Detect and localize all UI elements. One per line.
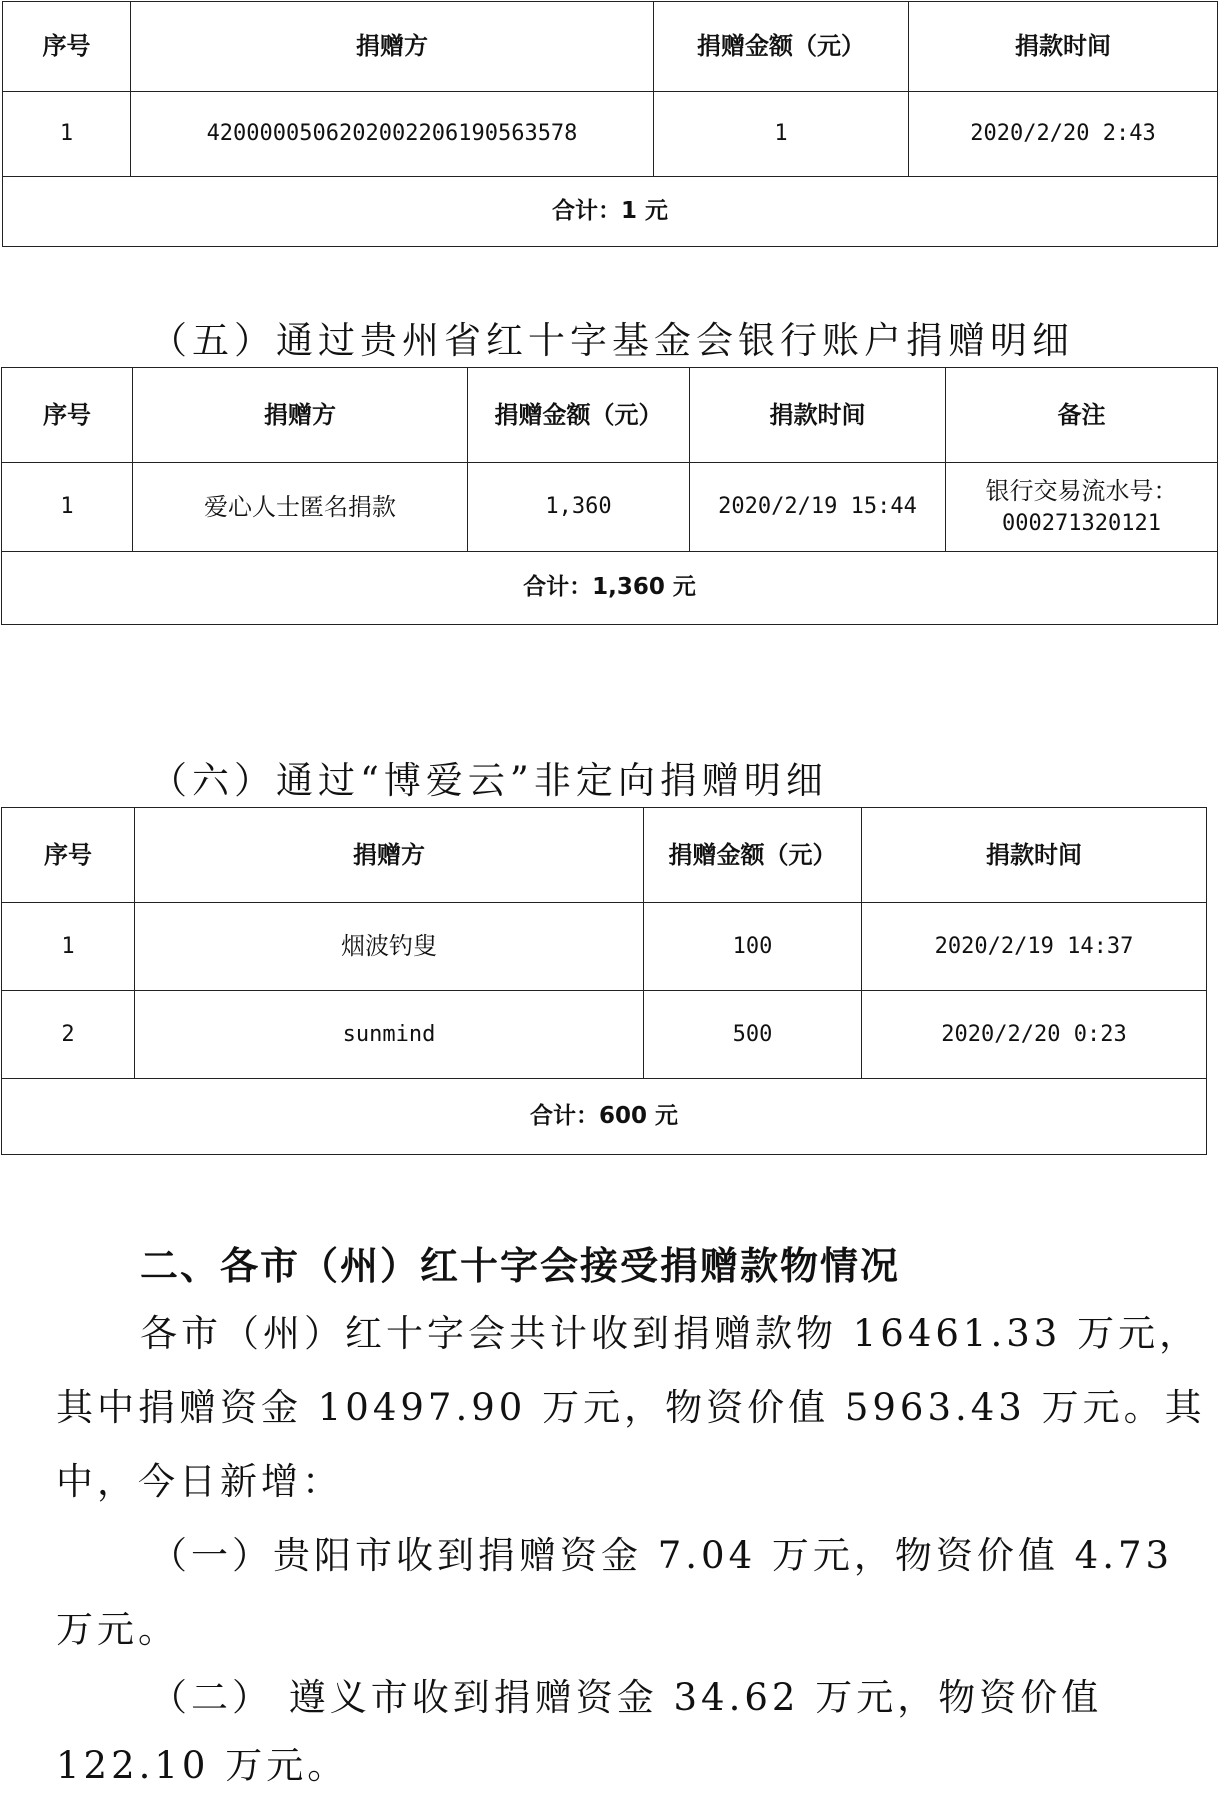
table-total: 合计：600 元 — [2, 1079, 1207, 1155]
list-item-line: 122.10 万元。 — [56, 1744, 349, 1787]
table-header-row — [2, 808, 1207, 903]
cell-donor: 爱心人士匿名捐款 — [133, 463, 468, 552]
table-total-row — [2, 1079, 1207, 1155]
list-item-line: 万元。 — [56, 1608, 179, 1651]
paragraph-line: 各市（州）红十字会共计收到捐赠款物 16461.33 万元， — [140, 1312, 1201, 1355]
header-cell: 捐款时间 — [862, 808, 1207, 903]
table-total-row — [2, 552, 1218, 625]
list-item-line: （二） 遵义市收到捐赠资金 34.62 万元，物资价值 — [150, 1676, 1103, 1719]
cell-amount: 100 — [644, 903, 862, 991]
table-row — [2, 991, 1207, 1079]
list-item-line: （一）贵阳市收到捐赠资金 7.04 万元，物资价值 4.73 — [150, 1534, 1174, 1577]
cell-index: 1 — [2, 463, 133, 552]
cell-index: 1 — [3, 92, 131, 177]
cell-time: 2020/2/19 15:44 — [690, 463, 946, 552]
header-cell: 捐赠方 — [135, 808, 644, 903]
header-cell: 捐款时间 — [909, 2, 1218, 92]
table-row — [3, 92, 1218, 177]
header-cell: 捐赠方 — [131, 2, 654, 92]
header-cell: 序号 — [3, 2, 131, 92]
remark-label: 银行交易流水号： — [985, 476, 1178, 505]
header-cell: 捐款时间 — [690, 368, 946, 463]
header-cell: 捐赠金额（元） — [468, 368, 690, 463]
table-header-row — [3, 2, 1218, 92]
cell-time: 2020/2/20 2:43 — [909, 92, 1218, 177]
table-row — [2, 903, 1207, 991]
cell-donor: 烟波钓叟 — [135, 903, 644, 991]
cell-index: 1 — [2, 903, 135, 991]
table-row — [2, 463, 1218, 552]
section-heading-6: （六）通过“博爱云”非定向捐赠明细 — [150, 759, 828, 802]
part2-heading: 二、各市（州）红十字会接受捐赠款物情况 — [140, 1244, 901, 1288]
cell-donor: 4200000506202002206190563578 — [131, 92, 654, 177]
cell-amount: 1 — [654, 92, 909, 177]
header-cell: 捐赠金额（元） — [644, 808, 862, 903]
paragraph-line: 其中捐赠资金 10497.90 万元，物资价值 5963.43 万元。其 — [56, 1386, 1206, 1429]
cell-index: 2 — [2, 991, 135, 1079]
table-total: 合计：1,360 元 — [2, 552, 1218, 625]
cell-time: 2020/2/20 0:23 — [862, 991, 1207, 1079]
table-total-row — [3, 177, 1218, 247]
section-heading-5: （五）通过贵州省红十字基金会银行账户捐赠明细 — [150, 319, 1074, 362]
header-cell: 捐赠方 — [133, 368, 468, 463]
donation-table-4 — [2, 1, 1218, 247]
cell-donor: sunmind — [135, 991, 644, 1079]
header-cell: 备注 — [946, 368, 1218, 463]
header-cell: 序号 — [2, 368, 133, 463]
paragraph-line: 中，今日新增： — [56, 1460, 343, 1503]
table-header-row — [2, 368, 1218, 463]
cell-time: 2020/2/19 14:37 — [862, 903, 1207, 991]
cell-amount: 1,360 — [468, 463, 690, 552]
cell-remark — [946, 463, 1218, 552]
donation-table-5 — [1, 367, 1218, 625]
cell-amount: 500 — [644, 991, 862, 1079]
table-total: 合计：1 元 — [3, 177, 1218, 247]
donation-table-6 — [1, 807, 1207, 1155]
header-cell: 捐赠金额（元） — [654, 2, 909, 92]
remark-serial: 000271320121 — [1002, 511, 1161, 537]
header-cell: 序号 — [2, 808, 135, 903]
